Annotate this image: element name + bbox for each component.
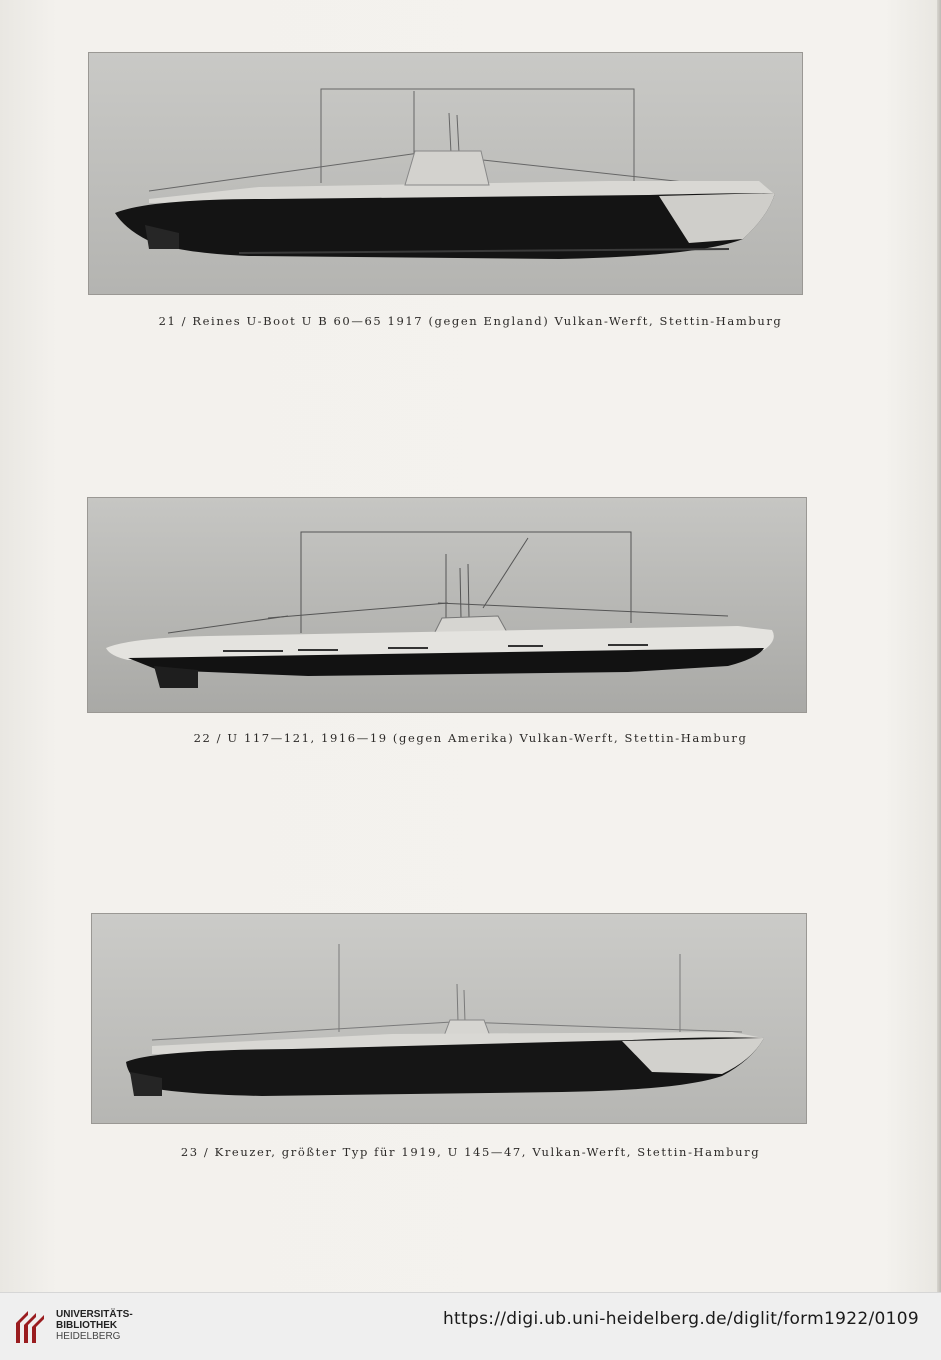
- photo-submarine-u145: [91, 913, 807, 1124]
- permalink-url[interactable]: https://digi.ub.uni-heidelberg.de/diglit/form1922/0109: [442, 1309, 919, 1329]
- photo-submarine-ub60: [88, 52, 803, 295]
- library-seal-icon: [14, 1305, 48, 1345]
- footer-bar: [0, 1292, 941, 1360]
- caption-figure-23: 23 / Kreuzer, größter Typ für 1919, U 145—47, Vulkan-Werft, Stettin-Hamburg: [180, 1145, 761, 1159]
- photo-submarine-u117: [87, 497, 807, 713]
- caption-figure-22: 22 / U 117—121, 1916—19 (gegen Amerika) Vulkan-Werft, Stettin-Hamburg: [193, 731, 748, 745]
- logo-line-3: HEIDELBERG: [56, 1331, 121, 1342]
- logo-line-1: UNIVERSITÄTS-: [56, 1309, 133, 1320]
- library-logo[interactable]: [14, 1305, 164, 1349]
- page-edge: [937, 0, 941, 1292]
- logo-line-2: BIBLIOTHEK: [56, 1320, 118, 1331]
- caption-figure-21: 21 / Reines U-Boot U B 60—65 1917 (gegen England) Vulkan-Werft, Stettin-Hamburg: [158, 314, 783, 328]
